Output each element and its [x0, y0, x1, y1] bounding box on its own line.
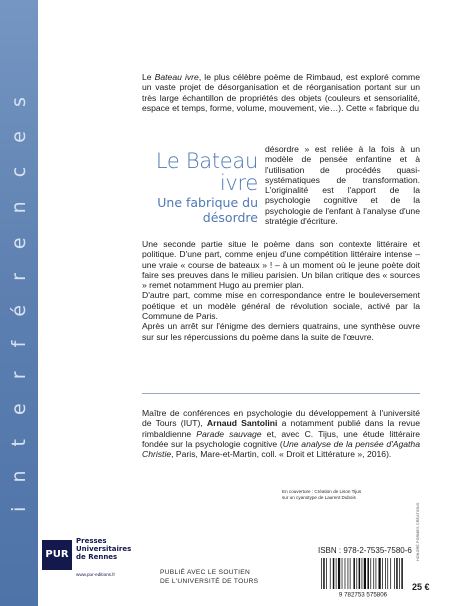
body-paragraph-1: Une seconde partie situe le poème dans son contexte littéraire et politique. D'une part, comme enjeu d'une compétition littéraire intense – une vraie « course de bateaux » ! – à un moment où le jeune poète doit faire ses preuves dans le milieu parisien. Un bilan critique des « sources » remet notamment Hugo au premier plan.: [142, 239, 420, 291]
barcode-bar: [342, 558, 343, 589]
barcode-image: [318, 558, 408, 598]
author-name: Arnaud Santolini: [206, 418, 278, 429]
barcode-bar: [321, 558, 322, 589]
book-title: Le Bateau ivre: [155, 149, 258, 195]
barcode-bar: [364, 558, 366, 589]
support-line-2: DE L'UNIVERSITÉ DE TOURS: [160, 577, 259, 585]
barcode-bar: [362, 558, 363, 589]
intro-italic-title: Bateau ivre: [154, 72, 199, 82]
barcode-bar: [348, 558, 349, 589]
intro-text-a: Le: [142, 72, 155, 82]
barcode-bar: [353, 558, 355, 589]
support-line-1: PUBLIÉ AVEC LE SOUTIEN: [160, 569, 251, 576]
support-notice: [160, 569, 258, 586]
credit-line-2: sur un cyanotype de Laurent Dubois: [282, 495, 356, 500]
barcode-bar: [390, 558, 391, 589]
barcode-bar: [373, 558, 374, 589]
barcode-bar: [370, 558, 371, 589]
barcode-bar: [336, 558, 337, 589]
book-subtitle: Une fabrique du désordre: [157, 195, 258, 225]
author-bio: [142, 408, 420, 459]
isbn: ISBN : 978-2-7535-7580-6: [318, 546, 412, 555]
barcode-bar: [394, 558, 395, 589]
pur-logo: PUR: [42, 540, 72, 570]
divider: [142, 393, 420, 394]
publisher-line-1: Presses: [76, 537, 107, 545]
main-text: [142, 239, 420, 342]
barcode-bar: [330, 558, 331, 589]
intro-text-b: , le plus célèbre poème de Rimbaud, est exploré comme un vaste projet de désorganisation et de réorganisation portant sur un très large échantillon de propriétés des objets (couleurs et sensorialité, espace et temps, forme, volume, mouvement, vie…). Cette « fabrique du: [142, 72, 420, 113]
book-reference: Une analyse de la pensée d'Agatha Christie: [142, 438, 420, 460]
barcode-bar: [387, 558, 388, 589]
bio-text-d: , Paris, Mare-et-Martin, coll. « Droit et Littérature », 2016).: [171, 449, 392, 460]
barcode-bar: [338, 558, 340, 589]
price: 25 €: [412, 582, 430, 592]
barcode-bar: [385, 558, 386, 589]
barcode-bar: [333, 558, 335, 589]
publisher-url: www.pur-editions.fr: [76, 572, 116, 577]
barcode-bar: [345, 558, 346, 589]
barcode-bar: [350, 558, 351, 589]
publisher-block: [42, 536, 132, 581]
barcode-bar: [382, 558, 383, 589]
journal-name: Parade sauvage: [196, 428, 262, 439]
barcode-bar: [326, 558, 327, 589]
barcode-bar: [356, 558, 357, 589]
series-name: i n t e r f é r e n c e s: [8, 88, 30, 512]
cover-credits: [282, 489, 412, 501]
barcode-bar: [379, 558, 381, 589]
barcode-bar: [396, 558, 398, 589]
barcode-bar: [401, 558, 403, 589]
barcode-digits: 9 782753 575806: [338, 591, 388, 598]
publisher-line-2: Universitaires: [76, 545, 132, 553]
body-paragraph-3: Après un arrêt sur l'énigme des derniers quatrains, une synthèse ouvre sur sur les répercussions du poème dans la suite de l'œuvre.: [142, 321, 420, 342]
barcode-bars: [321, 558, 403, 589]
barcode-bar: [399, 558, 400, 589]
design-credit: HONORÉ FORMES CRÉATIONS: [416, 502, 420, 561]
barcode-bar: [323, 558, 325, 589]
publisher-name: [76, 537, 136, 561]
barcode-bar: [367, 558, 369, 589]
bio-text-b: a notamment publié dans la revue rimbaldienne: [142, 418, 420, 439]
body-paragraph-2: D'autre part, comme mise en correspondance entre le bouleversement poétique et un modèle général de révolution sociale, activé par la Commune de Paris.: [142, 290, 420, 322]
intro-paragraph-top: [142, 72, 420, 113]
bio-text-c: et, avec C. Tijus, une étude littéraire fondée sur la psychologie cognitive (: [142, 428, 420, 449]
intro-paragraph-side: désordre » est reliée à la fois à un modèle de pensée enfantine et à l'utilisation de procédés quasi-systématiques de transformation. L'originalité est l'apport de la psychologie cognitive et de la psychologie de l'enfant à l'analyse d'une stratégie d'écriture.: [265, 144, 420, 227]
bio-text-a: Maître de conférences en psychologie du développement à l'université de Tours (IUT),: [142, 408, 420, 429]
publisher-line-3: de Rennes: [76, 553, 118, 561]
credit-line-1: En couverture : Création de Lison Tijus: [282, 489, 362, 494]
title-block: [118, 150, 258, 225]
barcode: [318, 558, 408, 598]
barcode-bar: [376, 558, 377, 589]
series-band: [0, 0, 38, 606]
barcode-bar: [359, 558, 361, 589]
